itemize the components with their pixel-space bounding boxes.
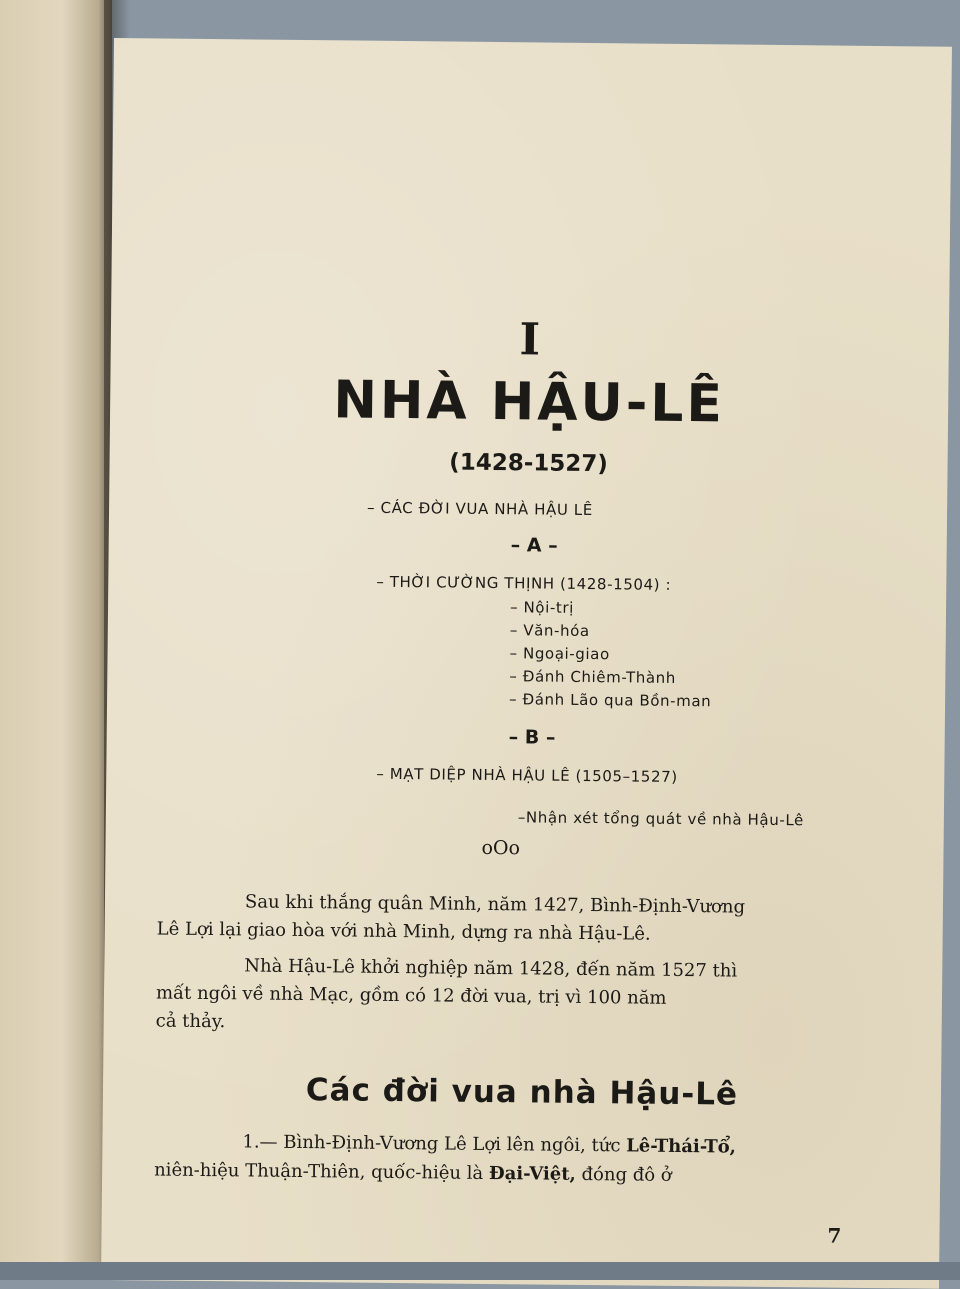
chapter-number: I	[519, 314, 541, 366]
list-item: – Đánh Lão qua Bồn-man	[509, 690, 712, 711]
page-number: 7	[827, 1223, 842, 1248]
paragraph-1-line-2: Lê Lợi lại giao hòa với nhà Minh, dựng ra nhà Hậu-Lê.	[156, 918, 651, 945]
country-name: Đại-Việt,	[488, 1162, 576, 1185]
section-heading: Các đời vua nhà Hậu-Lê	[305, 1072, 739, 1113]
paragraph-3-line-1	[242, 1131, 736, 1157]
table-surface	[0, 1262, 960, 1280]
section-b-note: –Nhận xét tổng quát về nhà Hậu-Lê	[517, 808, 805, 830]
paragraph-2-line-1: Nhà Hậu-Lê khởi nghiệp năm 1428, đến năm 1527 thì	[244, 955, 738, 982]
paragraph-1-line-1: Sau khi thắng quân Minh, năm 1427, Bình-Định-Vương	[244, 891, 746, 918]
list-item: – Đánh Chiêm-Thành	[509, 667, 677, 687]
king-name: Lê-Thái-Tổ,	[626, 1135, 737, 1158]
paragraph-3-line-2-end: đóng đô ở	[575, 1163, 672, 1186]
paragraph-3-line-1-text: 1.— Bình-Định-Vương Lê Lợi lên ngôi, tức	[242, 1131, 627, 1157]
paragraph-3-line-2-text: niên-hiệu Thuận-Thiên, quốc-hiệu là	[154, 1159, 490, 1184]
section-b-marker: – B –	[508, 726, 556, 749]
ornament: oOo	[481, 836, 521, 860]
chapter-title: NHÀ HẬU-LÊ	[333, 370, 726, 435]
section-a-marker: – A –	[510, 534, 558, 557]
list-item: – Ngoại-giao	[509, 644, 610, 664]
section-b-heading: – MẠT DIỆP NHÀ HẬU LÊ (1505–1527)	[376, 764, 678, 786]
outline-main-item: – CÁC ĐỜI VUA NHÀ HẬU LÊ	[367, 498, 594, 520]
section-a-heading: – THỜI CƯỜNG THỊNH (1428-1504) :	[376, 572, 672, 594]
list-item: – Nội-trị	[509, 598, 575, 617]
paragraph-2-line-3: cả thảy.	[155, 1010, 226, 1033]
chapter-years: (1428-1527)	[449, 449, 608, 478]
book-page	[101, 38, 952, 1289]
list-item: – Văn-hóa	[509, 621, 590, 641]
paragraph-3-line-2	[154, 1159, 672, 1185]
paragraph-2-line-2: mất ngôi về nhà Mạc, gồm có 12 đời vua, trị vì 100 năm	[155, 982, 667, 1009]
facing-page	[0, 0, 112, 1280]
